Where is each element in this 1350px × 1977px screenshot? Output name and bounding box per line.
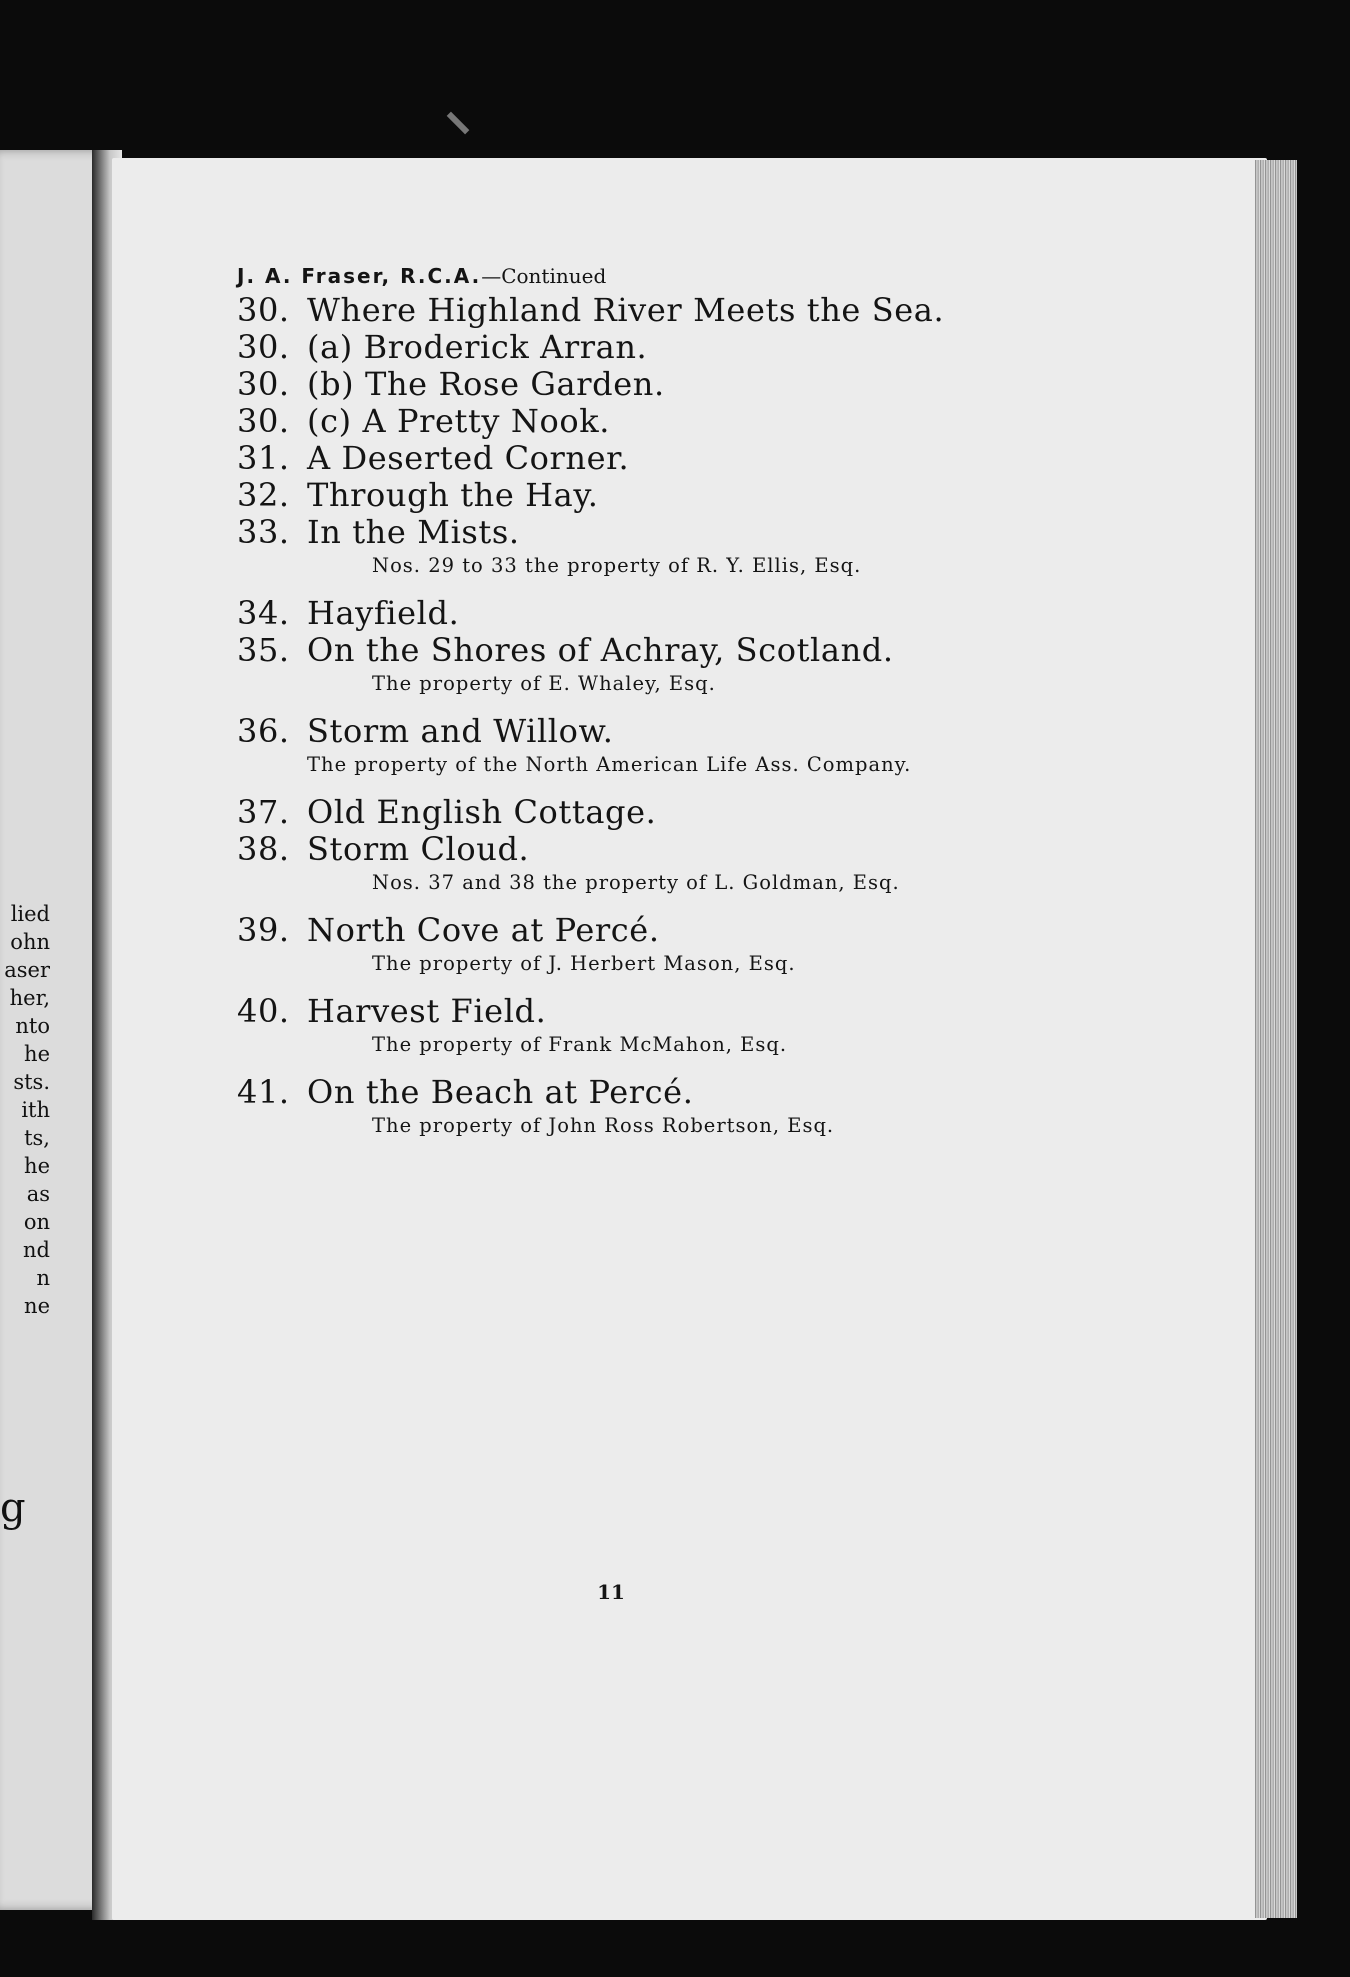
catalogue-entry	[237, 366, 1237, 403]
catalogue-entry	[237, 1074, 1237, 1111]
catalogue-entry	[237, 440, 1237, 477]
left-fragment-line: ts,	[24, 1126, 50, 1150]
entry-title: A Deserted Corner.	[307, 439, 630, 477]
left-fragment-line: ohn	[10, 930, 50, 954]
entry-title: (c) A Pretty Nook.	[307, 402, 610, 440]
entry-number: 30.	[237, 291, 290, 329]
catalogue-entry	[237, 794, 1237, 831]
entry-number: 32.	[237, 476, 290, 514]
continued-label: —Continued	[481, 264, 607, 288]
left-page-glyph: g	[0, 1485, 26, 1531]
entry-title: Harvest Field.	[307, 992, 547, 1030]
left-fragment-line: as	[26, 1182, 50, 1206]
entry-number: 33.	[237, 513, 290, 551]
entry-number: 35.	[237, 631, 290, 669]
left-fragment-line: nd	[23, 1238, 50, 1262]
left-fragment-line: he	[24, 1154, 50, 1178]
ownership-note: Nos. 29 to 33 the property of R. Y. Ellis, Esq.	[372, 554, 862, 577]
entry-number: 34.	[237, 594, 290, 632]
ownership-note: The property of the North American Life Ass. Company.	[307, 753, 912, 776]
entry-title: On the Shores of Achray, Scotland.	[307, 631, 894, 669]
catalogue-entry	[237, 595, 1237, 632]
entry-title: (b) The Rose Garden.	[307, 365, 665, 403]
left-fragment-line: sts.	[13, 1070, 50, 1094]
left-fragment-line: n	[36, 1266, 50, 1290]
left-fragment-line: on	[23, 1210, 50, 1234]
entry-number: 37.	[237, 793, 290, 831]
catalogue-entry	[237, 632, 1237, 669]
left-fragment-line: lied	[10, 902, 50, 926]
ownership-note: The property of John Ross Robertson, Esq.	[372, 1114, 835, 1137]
catalogue-entry	[237, 477, 1237, 514]
entry-title: Where Highland River Meets the Sea.	[307, 291, 945, 329]
catalogue-entry	[237, 912, 1237, 949]
catalogue-content	[237, 260, 1237, 1155]
catalogue-entry	[237, 831, 1237, 868]
entry-title: Hayfield.	[307, 594, 460, 632]
page-edge	[1255, 160, 1297, 1918]
ownership-note: The property of Frank McMahon, Esq.	[372, 1033, 788, 1056]
artist-name: J. A. Fraser, R.C.A.	[237, 264, 482, 288]
entry-number: 41.	[237, 1073, 290, 1111]
entry-title: North Cove at Percé.	[307, 911, 660, 949]
entry-number: 30.	[237, 402, 290, 440]
ownership-note: The property of J. Herbert Mason, Esq.	[372, 952, 796, 975]
entry-number: 38.	[237, 830, 290, 868]
left-fragment-line: he	[24, 1042, 50, 1066]
entry-title: On the Beach at Percé.	[307, 1073, 694, 1111]
entry-number: 30.	[237, 328, 290, 366]
entry-title: Storm and Willow.	[307, 712, 614, 750]
catalogue-entry	[237, 993, 1237, 1030]
left-fragment-line: nto	[15, 1014, 50, 1038]
catalogue-entry	[237, 403, 1237, 440]
left-fragment-line: ne	[24, 1294, 50, 1318]
entry-number: 40.	[237, 992, 290, 1030]
page-number: 11	[597, 1580, 625, 1604]
ownership-note: Nos. 37 and 38 the property of L. Goldman, Esq.	[372, 871, 900, 894]
catalogue-entry	[237, 292, 1237, 329]
ownership-note: The property of E. Whaley, Esq.	[372, 672, 716, 695]
entry-title: Through the Hay.	[307, 476, 599, 514]
catalogue-entry	[237, 514, 1237, 551]
entry-number: 30.	[237, 365, 290, 403]
catalogue-entry	[237, 329, 1237, 366]
entry-title: In the Mists.	[307, 513, 520, 551]
left-page-text-fragments	[0, 900, 50, 1320]
left-fragment-line: ith	[21, 1098, 50, 1122]
scan-mark	[447, 112, 470, 135]
left-fragment-line: her,	[9, 986, 50, 1010]
section-header	[237, 260, 1237, 292]
entry-number: 36.	[237, 712, 290, 750]
left-fragment-line: aser	[4, 958, 50, 982]
entry-title: Old English Cottage.	[307, 793, 657, 831]
entry-title: (a) Broderick Arran.	[307, 328, 648, 366]
entry-title: Storm Cloud.	[307, 830, 530, 868]
catalogue-entry	[237, 713, 1237, 750]
entry-number: 39.	[237, 911, 290, 949]
entry-number: 31.	[237, 439, 290, 477]
